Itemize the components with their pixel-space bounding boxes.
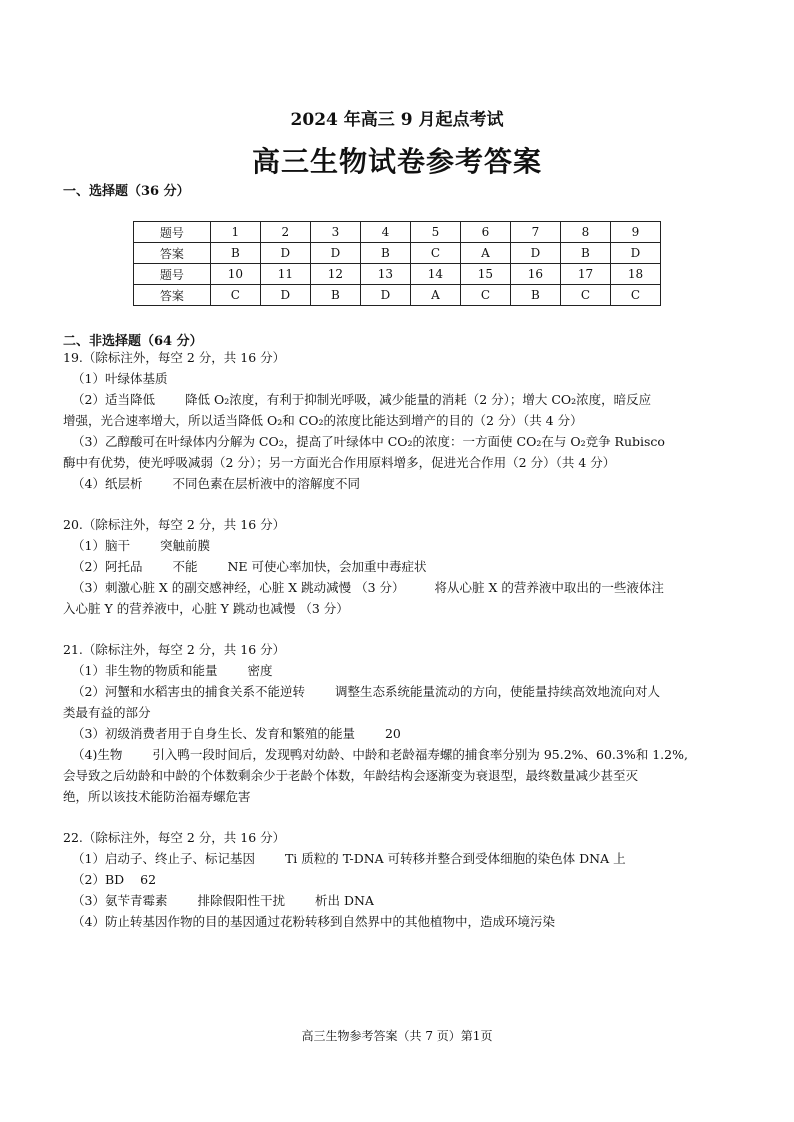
- q20-answer-1a: （1）脑干: [72, 538, 130, 553]
- q21-answer-4-line-2: 会导致之后幼龄和中龄的个体数剩余少于老龄个体数，年龄结构会逐渐变为衰退型，最终数量减少甚至灭: [63, 768, 639, 783]
- q21-header: 21.（除标注外，每空 2 分，共 16 分）: [63, 642, 286, 657]
- row-label: 题号: [134, 264, 211, 285]
- q21-answer-1a: （1）非生物的物质和能量: [72, 663, 218, 678]
- table-row: [134, 222, 661, 243]
- q22-answer-1b: Ti 质粒的 T-DNA 可转移并整合到受体细胞的染色体 DNA 上: [284, 851, 626, 866]
- table-cell: 4: [360, 222, 410, 243]
- q20-answer-2c: NE 可使心率加快，会加重中毒症状: [227, 559, 427, 574]
- q21-answer-4a: （4)生物: [72, 747, 123, 762]
- table-cell: B: [210, 243, 260, 264]
- table-cell: D: [510, 243, 560, 264]
- q20-answer-3-line-2: 入心脏 Y 的营养液中，心脏 Y 跳动也减慢 （3 分）: [63, 601, 349, 616]
- table-cell: D: [310, 243, 360, 264]
- q21-answer-2-line-1: [72, 682, 742, 702]
- q20-header: 20.（除标注外，每空 2 分，共 16 分）: [63, 517, 286, 532]
- table-cell: 16: [510, 264, 560, 285]
- table-row: [134, 285, 661, 306]
- table-cell: C: [560, 285, 610, 306]
- q20-answer-2: [72, 557, 742, 577]
- q21-answer-3a: （3）初级消费者用于自身生长、发育和繁殖的能量: [72, 726, 355, 741]
- table-cell: 18: [610, 264, 660, 285]
- table-cell: 13: [360, 264, 410, 285]
- row-label: 答案: [134, 243, 211, 264]
- q22-header: 22.（除标注外，每空 2 分，共 16 分）: [63, 830, 286, 845]
- q20-answer-1: [72, 536, 742, 556]
- q20-answer-1b: 突触前膜: [159, 538, 210, 553]
- q21-answer-1: [72, 661, 742, 681]
- table-cell: 3: [310, 222, 360, 243]
- table-cell: 17: [560, 264, 610, 285]
- table-cell: B: [310, 285, 360, 306]
- table-row: [134, 243, 661, 264]
- table-cell: D: [360, 285, 410, 306]
- row-label: 题号: [134, 222, 211, 243]
- q19-answer-4a: （4）纸层析: [72, 476, 143, 491]
- q21-answer-2a: （2）河蟹和水稻害虫的捕食关系不能逆转: [72, 684, 305, 699]
- table-cell: 8: [560, 222, 610, 243]
- table-cell: B: [510, 285, 560, 306]
- table-cell: A: [460, 243, 510, 264]
- table-cell: D: [610, 243, 660, 264]
- q21-answer-1b: 密度: [247, 663, 273, 678]
- table-cell: 2: [260, 222, 310, 243]
- q19-header: 19.（除标注外，每空 2 分，共 16 分）: [63, 350, 286, 365]
- q19-answer-2a: （2）适当降低: [72, 392, 155, 407]
- q22-answer-2: [72, 870, 742, 890]
- table-cell: 11: [260, 264, 310, 285]
- answer-table: [133, 221, 661, 306]
- q22-answer-3c: 析出 DNA: [314, 893, 374, 908]
- table-cell: 12: [310, 264, 360, 285]
- q21-answer-3b: 20: [384, 726, 401, 741]
- table-row: [134, 264, 661, 285]
- table-cell: C: [410, 243, 460, 264]
- table-cell: B: [560, 243, 610, 264]
- q21-answer-4-line-1: [72, 745, 742, 765]
- table-cell: 5: [410, 222, 460, 243]
- q22-answer-3: [72, 891, 742, 911]
- section-heading-nonchoice: 二、非选择题（64 分）: [63, 334, 203, 349]
- document-title: 高三生物试卷参考答案: [251, 145, 542, 178]
- q21-answer-4-line-3: 绝，所以该技术能防治福寿螺危害: [63, 789, 251, 804]
- q19-answer-4: [72, 474, 742, 494]
- table-cell: A: [410, 285, 460, 306]
- table-cell: 9: [610, 222, 660, 243]
- q20-answer-2b: 不能: [172, 559, 198, 574]
- table-cell: D: [260, 285, 310, 306]
- q22-answer-3a: （3）氨苄青霉素: [72, 893, 168, 908]
- q21-answer-4b: 引入鸭一段时间后，发现鸭对幼龄、中龄和老龄福寿螺的捕食率分别为 95.2%、60.3%和 1.2%,: [152, 747, 688, 762]
- q22-answer-1: [72, 849, 742, 869]
- q19-answer-1: （1）叶绿体基质: [72, 371, 168, 386]
- table-cell: 15: [460, 264, 510, 285]
- q19-answer-4b: 不同色素在层析液中的溶解度不同: [172, 476, 360, 491]
- table-cell: B: [360, 243, 410, 264]
- row-label: 答案: [134, 285, 211, 306]
- q19-answer-2-line-1: [72, 390, 742, 410]
- q19-answer-3-line-2: 酶中有优势，使光呼吸减弱（2 分）；另一方面光合作用原料增多，促进光合作用（2 分）（共 4 分）: [63, 455, 616, 470]
- q20-answer-3a: （3）刺激心脏 X 的副交感神经，心脏 X 跳动减慢 （3 分）: [72, 580, 405, 595]
- q22-answer-1a: （1）启动子、终止子、标记基因: [72, 851, 255, 866]
- q19-answer-3-line-1: （3）乙醇酸可在叶绿体内分解为 CO₂，提高了叶绿体中 CO₂的浓度：一方面使 CO₂在与 O₂竞争 Rubisco: [72, 434, 665, 449]
- q19-answer-2b: 降低 O₂浓度，有利于抑制光呼吸，减少能量的消耗（2 分）；增大 CO₂浓度，暗反应: [184, 392, 652, 407]
- q20-answer-3-line-1: [72, 578, 742, 598]
- q19-answer-2-line-2: 增强，光合速率增大，所以适当降低 O₂和 CO₂的浓度比能达到增产的目的（2 分）（共 4 分）: [63, 413, 583, 428]
- table-cell: 14: [410, 264, 460, 285]
- table-cell: 1: [210, 222, 260, 243]
- table-cell: C: [460, 285, 510, 306]
- section-heading-choice: 一、选择题（36 分）: [63, 184, 190, 199]
- q21-answer-3: [72, 724, 742, 744]
- q21-answer-2-line-2: 类最有益的部分: [63, 705, 151, 720]
- table-cell: D: [260, 243, 310, 264]
- table-cell: 10: [210, 264, 260, 285]
- table-cell: 6: [460, 222, 510, 243]
- page-footer: 高三生物参考答案（共 7 页）第1页: [301, 1029, 493, 1043]
- q22-answer-2b: 62: [140, 872, 157, 887]
- q22-answer-3b: 排除假阳性干扰: [197, 893, 285, 908]
- table-cell: 7: [510, 222, 560, 243]
- exam-title: 2024 年高三 9 月起点考试: [290, 110, 504, 130]
- q22-answer-4: （4）防止转基因作物的目的基因通过花粉转移到自然界中的其他植物中，造成环境污染: [72, 914, 555, 929]
- table-cell: C: [610, 285, 660, 306]
- q21-answer-2b: 调整生态系统能量流动的方向，使能量持续高效地流向对人: [334, 684, 660, 699]
- q22-answer-2a: （2）BD: [72, 872, 125, 887]
- table-cell: C: [210, 285, 260, 306]
- q20-answer-2a: （2）阿托品: [72, 559, 143, 574]
- q20-answer-3b: 将从心脏 X 的营养液中取出的一些液体注: [434, 580, 664, 595]
